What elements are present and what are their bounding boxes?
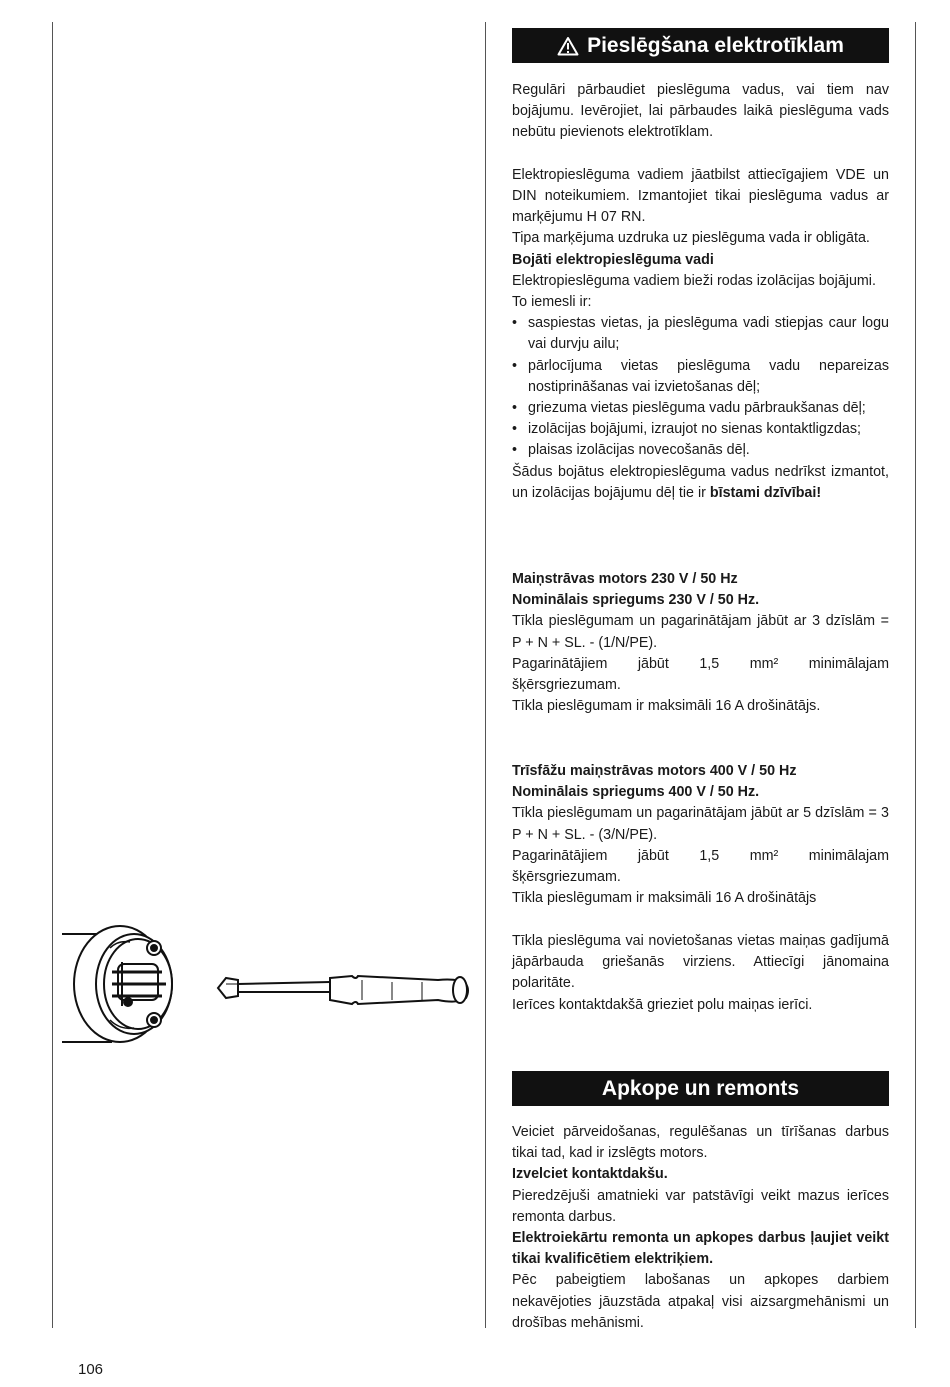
center-divider-line: [485, 22, 486, 1328]
reasons-list: [512, 313, 889, 461]
maintenance-unplug: Izvelciet kontaktdakšu.: [512, 1166, 668, 1183]
reasons-intro: To iemesli ir:: [512, 294, 592, 311]
section-three-phase-motor: [512, 761, 889, 909]
plug-socket-icon: [62, 926, 172, 1042]
list-item: • saspiestas vietas, ja pieslēguma vadi stiepjas caur logu vai durvju ailu;: [512, 313, 889, 355]
section-electrical-body: [512, 80, 889, 504]
right-margin-line: [915, 22, 916, 1328]
section-polarity: [512, 931, 889, 1016]
life-danger-text: Šādus bojātus elektropieslēguma vadus nedrīkst izmantot, un izolācijas bojājumu dēļ tie ir: [512, 463, 889, 501]
left-margin-line: [52, 22, 53, 1328]
three-phase-cores: Tīkla pieslēgumam un pagarinātājam jābūt ar 5 dzīslām = 3 P + N + SL. - (3/N/PE).: [512, 805, 889, 843]
page-number: 106: [78, 1361, 104, 1378]
list-item: • griezuma vietas pieslēguma vadu pārbraukšanas dēļ;: [512, 398, 889, 419]
paragraph-cable-standards: Elektropieslēguma vadiem jāatbilst attiecīgajiem VDE un DIN noteikumiem. Izmantojiet tikai pieslēguma vadus ar marķējumu H 07 RN.: [512, 166, 889, 226]
ac-motor-fuse: Tīkla pieslēgumam ir maksimāli 16 A drošinātājs.: [512, 698, 821, 715]
ac-motor-voltage: Nominālais spriegums 230 V / 50 Hz.: [512, 592, 760, 609]
screwdriver-icon: [218, 976, 468, 1004]
list-item: • izolācijas bojājumi, izraujot no sienas kontaktligzdas;: [512, 419, 889, 440]
section-ac-motor: [512, 569, 889, 717]
warning-triangle-icon: [557, 36, 579, 56]
maintenance-paragraph-2: Pieredzējuši amatnieki var patstāvīgi veikt mazus ierīces remonta darbus.: [512, 1187, 889, 1225]
maintenance-paragraph-3: Pēc pabeigtiem labošanas un apkopes darbiem nekavējoties jāuzstāda atpakaļ visi aizsargmehānismi un drošības mehānismi.: [512, 1272, 889, 1331]
section-title: Pieslēgšana elektrotīklam: [587, 33, 844, 57]
plug-screwdriver-illustration: [62, 918, 482, 1053]
three-phase-fuse: Tīkla pieslēgumam ir maksimāli 16 A drošinātājs: [512, 890, 817, 907]
list-item: • plaisas izolācijas novecošanās dēļ.: [512, 440, 889, 461]
ac-motor-heading: Maiņstrāvas motors 230 V / 50 Hz: [512, 571, 738, 587]
three-phase-heading: Trīsfāžu maiņstrāvas motors 400 V / 50 Hz: [512, 763, 797, 779]
paragraph-insulation-damage: Elektropieslēguma vadiem bieži rodas izolācijas bojājumi.: [512, 272, 876, 289]
three-phase-cross-section: Pagarinātājiem jābūt 1,5 mm² minimālajam šķērsgriezumam.: [512, 847, 889, 886]
paragraph-type-marking: Tipa marķējuma uzdruka uz pieslēguma vada ir obligāta.: [512, 230, 870, 247]
paragraph-check-cables: Regulāri pārbaudiet pieslēguma vadus, vai tiem nav bojājumu. Ievērojiet, lai pārbaudes laikā pieslēguma vads nebūtu pievienots elektrotīklam.: [512, 82, 889, 141]
polarity-instruction: Ierīces kontaktdakšā grieziet polu maiņas ierīci.: [512, 996, 813, 1013]
section-heading-maintenance: [512, 1071, 889, 1106]
polarity-paragraph: Tīkla pieslēguma vai novietošanas vietas maiņas gadījumā jāpārbauda griešanās virziens. Attiecīgi jānomaina polaritāte.: [512, 933, 889, 992]
maintenance-qualified-electricians: Elektroiekārtu remonta un apkopes darbus ļaujiet veikt tikai kvalificētiem elektriķiem.: [512, 1230, 889, 1268]
section-maintenance-body: [512, 1122, 889, 1334]
life-danger-emphasis: bīstami dzīvībai!: [709, 484, 822, 501]
three-phase-voltage: Nominālais spriegums 400 V / 50 Hz.: [512, 784, 760, 801]
section-heading-electrical-connection: [512, 28, 889, 63]
ac-motor-cross-section: Pagarinātājiem jābūt 1,5 mm² minimālajam šķērsgriezumam.: [512, 655, 889, 694]
maintenance-paragraph-1: Veiciet pārveidošanas, regulēšanas un tīrīšanas darbus tikai tad, kad ir izslēgts motors.: [512, 1124, 889, 1162]
list-item: • pārlocījuma vietas pieslēguma vadu nepareizas nostiprināšanas vai izvietošanas dēļ;: [512, 356, 889, 398]
section-title: Apkope un remonts: [601, 1076, 800, 1100]
ac-motor-cores: Tīkla pieslēgumam un pagarinātājam jābūt ar 3 dzīslām = P + N + SL. - (1/N/PE).: [512, 613, 889, 651]
damaged-cables-heading: Bojāti elektropieslēguma vadi: [512, 251, 714, 268]
paragraph-life-danger: [512, 462, 889, 504]
